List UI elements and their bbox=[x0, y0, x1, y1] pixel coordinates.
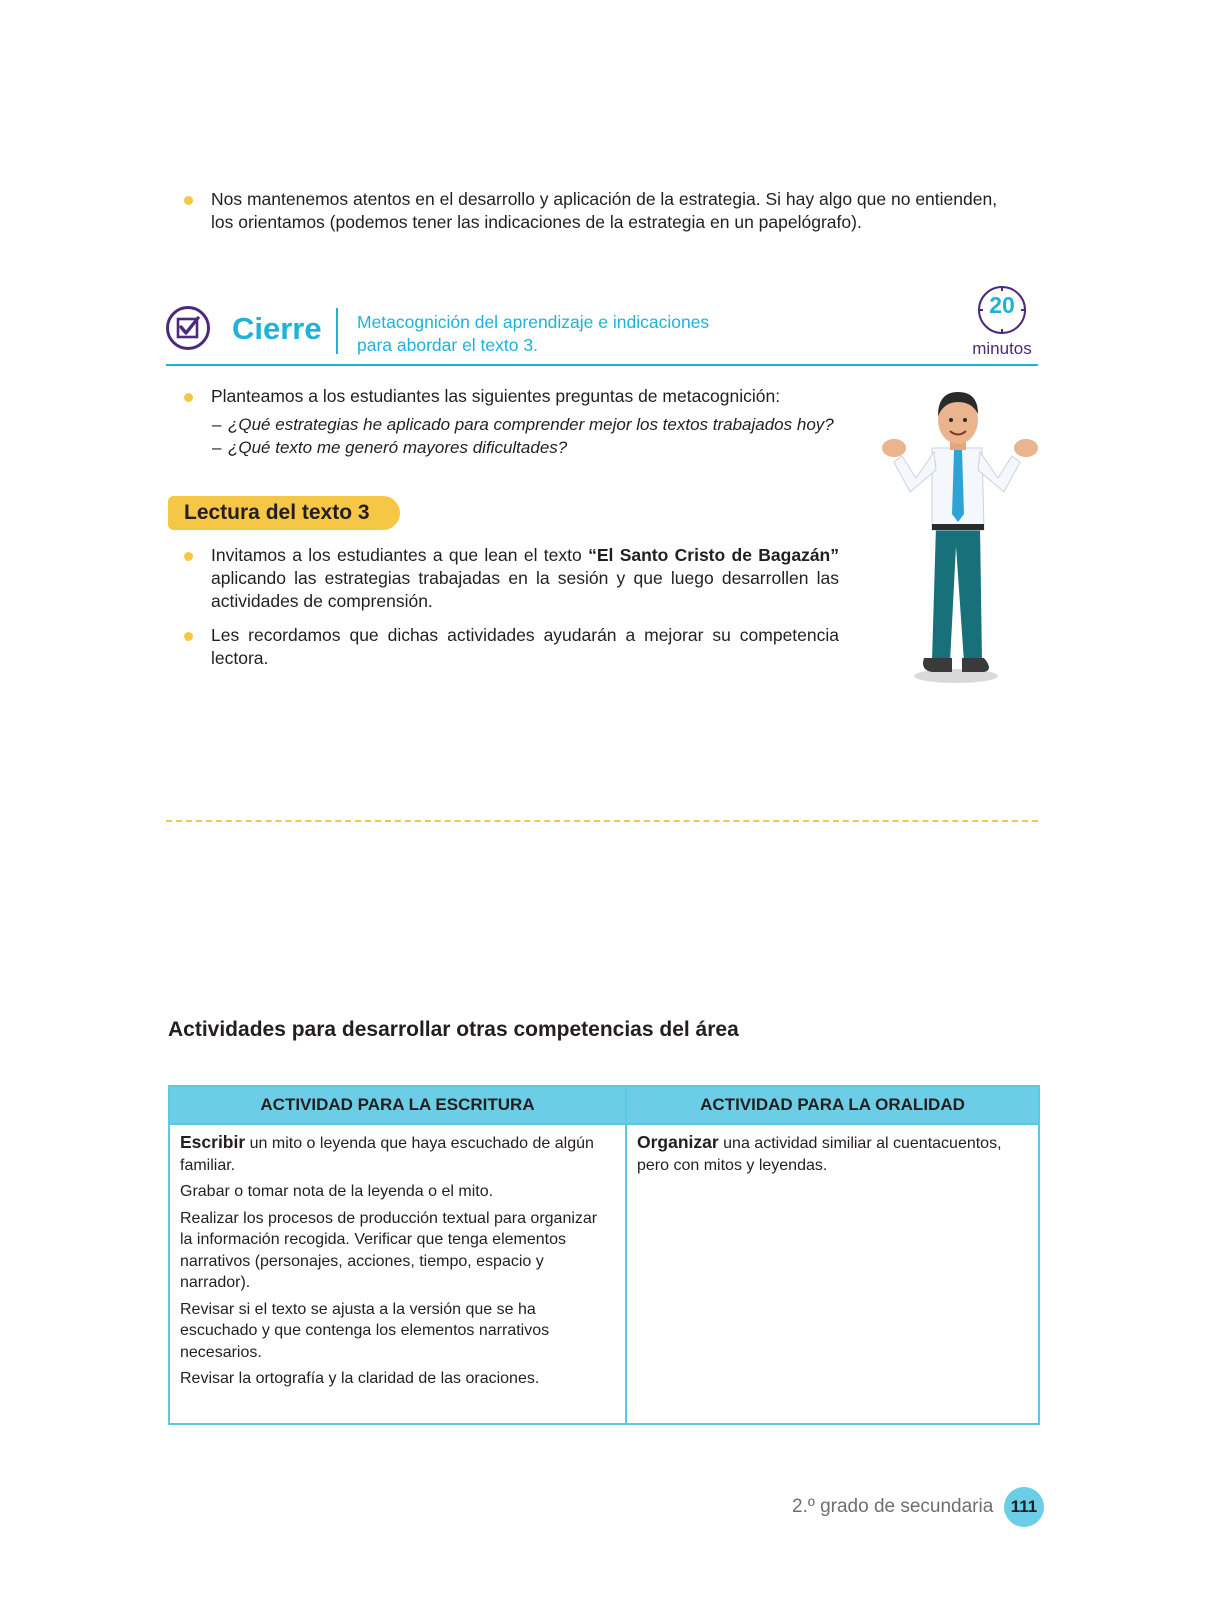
timer-label: minutos bbox=[972, 339, 1032, 358]
footer-grade: 2.º grado de secundaria bbox=[792, 1496, 994, 1517]
oralidad-cell bbox=[637, 1132, 1027, 1181]
cierre-separator bbox=[336, 308, 338, 354]
lectura-b2-line-2: lectora. bbox=[211, 648, 269, 668]
lectura-b1-line-1 bbox=[211, 544, 839, 567]
metacognicion-text: Planteamos a los estudiantes las siguientes preguntas de metacognición: bbox=[211, 386, 781, 406]
head-escritura: ACTIVIDAD PARA LA ESCRITURA bbox=[170, 1087, 625, 1123]
lectura-b1-pre: Invitamos a los estudiantes a que lean el texto bbox=[211, 545, 589, 565]
dash: – bbox=[212, 438, 222, 457]
lectura-b2-line-1: Les recordamos que dichas actividades ayudarán a mejorar su competencia bbox=[211, 625, 839, 645]
intro-line-2: los orientamos (podemos tener las indicaciones de la estrategia en un papelógrafo). bbox=[211, 212, 862, 232]
question-1-text: ¿Qué estrategias he aplicado para comprender mejor los textos trabajados hoy? bbox=[228, 415, 834, 434]
head-oralidad: ACTIVIDAD PARA LA ORALIDAD bbox=[627, 1087, 1038, 1123]
cierre-subtitle-line-1: Metacognición del aprendizaje e indicaciones bbox=[357, 312, 710, 332]
cierre-underline bbox=[166, 364, 1038, 366]
ora-p1-bold: Organizar bbox=[637, 1132, 719, 1152]
cierre-subtitle-line-2: para abordar el texto 3. bbox=[357, 335, 538, 355]
question-2-text: ¿Qué texto me generó mayores dificultades? bbox=[228, 438, 568, 457]
esc-p3: Realizar los procesos de producción textual para organizar la información recogida. Verificar que tenga elementos narrativos (personajes, acciones, tiempo, espacio y narrador). bbox=[180, 1209, 598, 1291]
table-column-divider bbox=[625, 1087, 627, 1423]
question-1 bbox=[212, 414, 834, 436]
esc-p4: Revisar si el texto se ajusta a la versión que se ha escuchado y que contenga los elementos narrativos necesarios. bbox=[180, 1300, 550, 1361]
timer-value: 20 bbox=[989, 292, 1015, 318]
actividades-title: Actividades para desarrollar otras competencias del área bbox=[168, 1018, 739, 1041]
cierre-subtitle bbox=[357, 311, 709, 357]
intro-line-1: Nos mantenemos atentos en el desarrollo y aplicación de la estrategia. Si hay algo que no entienden, bbox=[211, 189, 998, 209]
bullet-dot bbox=[184, 552, 193, 561]
actividades-table bbox=[168, 1085, 1040, 1425]
bullet-dot bbox=[184, 632, 193, 641]
esc-p2: Grabar o tomar nota de la leyenda o el mito. bbox=[180, 1183, 494, 1200]
dash: – bbox=[212, 415, 222, 434]
esc-p5: Revisar la ortografía y la claridad de las oraciones. bbox=[180, 1370, 540, 1387]
ora-p1-rest: una actividad similiar al cuentacuentos, pero con mitos y leyendas. bbox=[637, 1135, 1002, 1174]
ora-p1 bbox=[637, 1132, 1027, 1176]
dashed-divider bbox=[166, 820, 1038, 822]
esc-p1 bbox=[180, 1132, 610, 1176]
lectura-tag: Lectura del texto 3 bbox=[168, 496, 400, 530]
escritura-cell bbox=[180, 1132, 610, 1395]
lectura-b1-line-2: aplicando las estrategias trabajadas en la sesión y que luego desarrollen las bbox=[211, 568, 839, 588]
esc-p1-rest: un mito o leyenda que haya escuchado de algún familiar. bbox=[180, 1135, 594, 1174]
page-number: 111 bbox=[1004, 1487, 1044, 1527]
esc-p1-bold: Escribir bbox=[180, 1132, 246, 1152]
question-2 bbox=[212, 437, 567, 459]
lectura-b1-bold: “El Santo Cristo de Bagazán” bbox=[588, 545, 840, 565]
lectura-b1-line-3: actividades de comprensión. bbox=[211, 591, 433, 611]
cierre-title: Cierre bbox=[232, 311, 322, 346]
bullet-dot bbox=[184, 196, 193, 205]
bullet-dot bbox=[184, 393, 193, 402]
table-header-divider bbox=[170, 1123, 1038, 1125]
teacher-illustration bbox=[880, 386, 1052, 686]
checkbox-icon bbox=[166, 306, 210, 350]
